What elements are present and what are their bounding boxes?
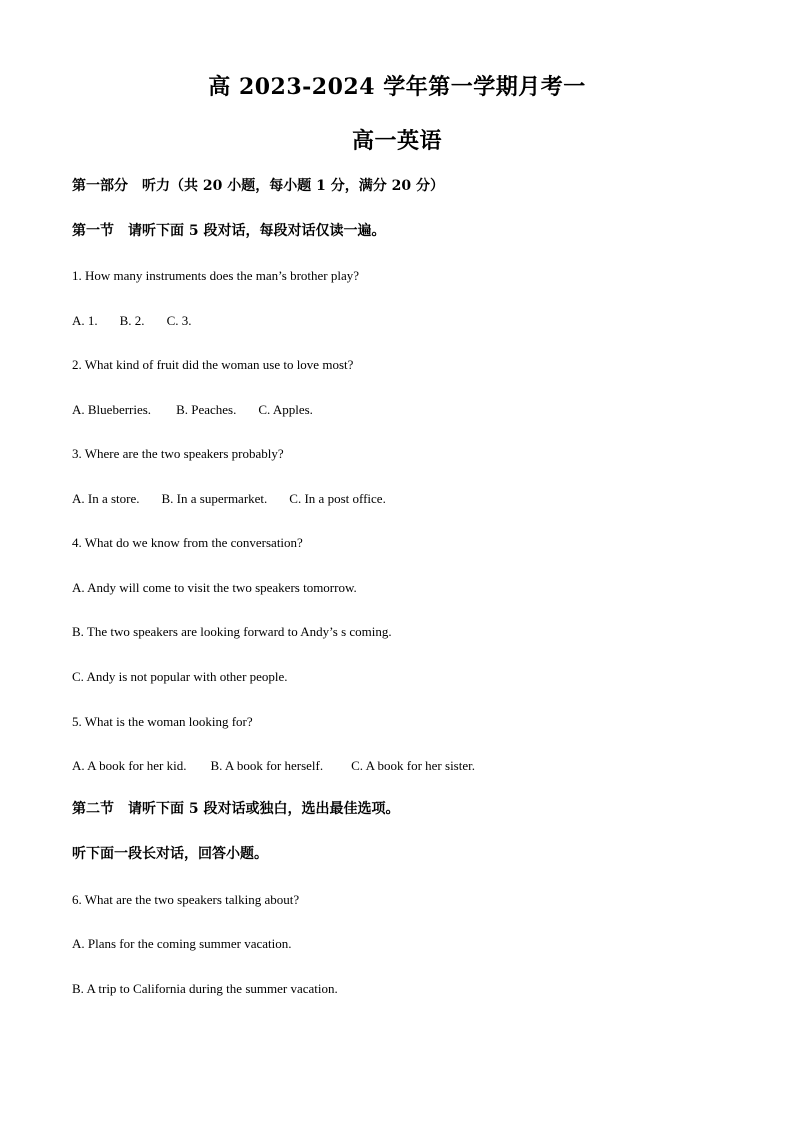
option-c: C. Apples. (258, 402, 313, 417)
part1-heading: 第一部分 听力（共 20 小题，每小题 1 分，满分 20 分） (72, 178, 444, 194)
question-6: 6. What are the two speakers talking about? (72, 892, 300, 907)
question-4-option-b: B. The two speakers are looking forward to Andy’s s coming. (72, 624, 392, 639)
option-b: B. A book for herself. (210, 758, 324, 773)
question-5-options (72, 758, 475, 774)
option-b: B. Peaches. (176, 402, 237, 417)
option-a: A. 1. (72, 313, 98, 328)
long-dialogue-heading: 听下面一段长对话，回答小题。 (72, 846, 268, 862)
option-c: C. In a post office. (289, 491, 386, 506)
question-6-option-b: B. A trip to California during the summer vacation. (72, 981, 338, 996)
section2-heading: 第二节 请听下面 5 段对话或独白，选出最佳选项。 (72, 801, 400, 817)
question-3: 3. Where are the two speakers probably? (72, 446, 284, 461)
exam-subtitle: 高一英语 (351, 128, 442, 154)
option-c: C. 3. (166, 313, 192, 328)
question-2-options (72, 402, 313, 418)
question-4: 4. What do we know from the conversation? (72, 535, 303, 550)
question-5: 5. What is the woman looking for? (72, 714, 253, 729)
section1-heading: 第一节 请听下面 5 段对话，每段对话仅读一遍。 (72, 223, 386, 239)
question-1-options (72, 313, 191, 329)
option-a: A. A book for her kid. (72, 758, 187, 773)
question-3-options (72, 491, 386, 507)
option-a: A. Blueberries. (72, 402, 152, 417)
option-c: C. A book for her sister. (351, 758, 475, 773)
option-b: B. 2. (119, 313, 145, 328)
exam-title: 高 2023-2024 学年第一学期月考一 (208, 74, 586, 100)
question-6-option-a: A. Plans for the coming summer vacation. (72, 936, 292, 951)
question-4-option-c: C. Andy is not popular with other people. (72, 669, 288, 684)
option-a: A. In a store. (72, 491, 140, 506)
question-4-option-a: A. Andy will come to visit the two speakers tomorrow. (72, 580, 357, 595)
question-1: 1. How many instruments does the man’s brother play? (72, 268, 360, 283)
option-b: B. In a supermarket. (161, 491, 268, 506)
question-2: 2. What kind of fruit did the woman use to love most? (72, 357, 354, 372)
